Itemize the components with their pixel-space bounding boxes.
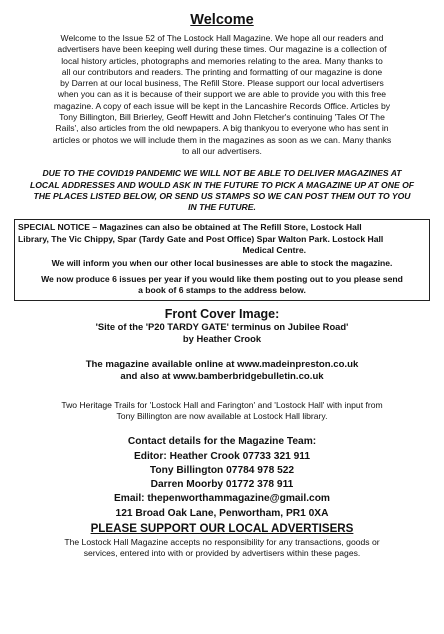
intro-line: Rails', also articles from the old newpapers. A big thankyou to everyone who has sent in <box>55 123 389 134</box>
online-line-1: The magazine available online at www.madeinpreston.co.uk <box>85 358 359 370</box>
intro-line: Tony Billington, Bill Brierley, Geoff Hewitt and John Fletcher's continuing 'Tales Of The <box>59 112 385 123</box>
support-advertisers-heading: PLEASE SUPPORT OUR LOCAL ADVERTISERS <box>90 521 354 535</box>
heritage-trails <box>14 400 430 423</box>
contact-heading: Contact details for the Magazine Team: <box>127 436 317 448</box>
covid-line: DUE TO THE COVID19 PANDEMIC WE WILL NOT BE ABLE TO DELIVER MAGAZINES AT <box>42 168 402 179</box>
contact-member: Darren Moorby 01772 378 911 <box>150 479 294 491</box>
online-line-2: and also at www.bamberbridgebulletin.co.uk <box>120 371 324 383</box>
front-cover-caption: 'Site of the 'P20 TARDY GATE' terminus on Jubilee Road' <box>95 320 349 332</box>
issues-line: a book of 6 stamps to the address below. <box>138 285 306 296</box>
front-cover-byline: by Heather Crook <box>182 332 262 344</box>
intro-line: by Darren at our local business, The Refill Store. Please support our local advertisers <box>60 78 384 89</box>
disclaimer <box>14 537 430 560</box>
welcome-paragraph <box>18 33 426 157</box>
trails-line: Tony Billington are now available at Lostock Hall library. <box>116 411 328 422</box>
contact-member: Tony Billington 07784 978 522 <box>149 464 295 476</box>
covid-line: LOCAL ADDRESSES AND WOULD ASK IN THE FUTURE TO PICK A MAGAZINE UP AT ONE OF <box>29 179 414 190</box>
intro-line: magazine. A copy of each issue will be kept in the Lancashire Records Office. Articles by <box>53 100 391 111</box>
special-notice-lead: SPECIAL NOTICE – Magazines can also be obtained at The Refill Store, Lostock Hall <box>18 222 362 233</box>
intro-line: when you can as it is because of their support we are able to provide you with this free <box>57 89 387 100</box>
covid-notice <box>20 168 424 213</box>
intro-line: all our contributors and readers. The printing and formatting of our magazine is done <box>61 66 383 77</box>
contact-address: 121 Broad Oak Lane, Penwortham, PR1 0XA <box>115 507 329 519</box>
page-title: Welcome <box>190 12 254 28</box>
intro-line: Welcome to the Issue 52 of The Lostock Hall Magazine. We hope all our readers and <box>60 33 384 43</box>
contact-email: Email: thepenworthammagazine@gmail.com <box>114 493 330 505</box>
covid-line: THE PLACES LISTED BELOW, OR SEND US STAMPS SO WE CAN POST THEM OUT TO YOU <box>33 190 411 201</box>
intro-line: to all our advertisers. <box>182 145 262 156</box>
covid-line: IN THE FUTURE. <box>188 202 256 213</box>
special-notice-line: Library, The Vic Chippy, Spar (Tardy Gate and Post Office) Spar Walton Park. Lostock Hall <box>18 233 384 244</box>
trails-line: Two Heritage Trails for 'Lostock Hall and Farington' and 'Lostock Hall' with input from <box>61 399 383 410</box>
contact-editor: Editor: Heather Crook 07733 321 911 <box>133 450 311 462</box>
front-cover-heading: Front Cover Image: <box>164 306 280 321</box>
special-notice-box <box>14 219 430 300</box>
intro-line: local history articles, photographs and memories relating to the area. Many thanks to <box>61 55 383 66</box>
contact-details <box>14 435 430 520</box>
issues-line: We now produce 6 issues per year if you would like them posting out to you please send <box>41 274 403 285</box>
online-availability <box>14 359 430 384</box>
issues-per-year-note <box>18 274 426 296</box>
special-notice-line: Medical Centre. <box>242 244 306 255</box>
disclaimer-line: services, entered into with or provided by advertisers within these pages. <box>83 548 361 559</box>
intro-line: articles or photos we will include them in the magazines as soon as we can. Many thanks <box>52 134 392 145</box>
disclaimer-line: The Lostock Hall Magazine accepts no responsibility for any transactions, goods or <box>64 536 380 547</box>
intro-line: advertisers have been keeping well during these times. Our magazine is a collection of <box>57 44 387 55</box>
special-notice-inform: We will inform you when our other local businesses are able to stock the magazine. <box>51 258 393 269</box>
